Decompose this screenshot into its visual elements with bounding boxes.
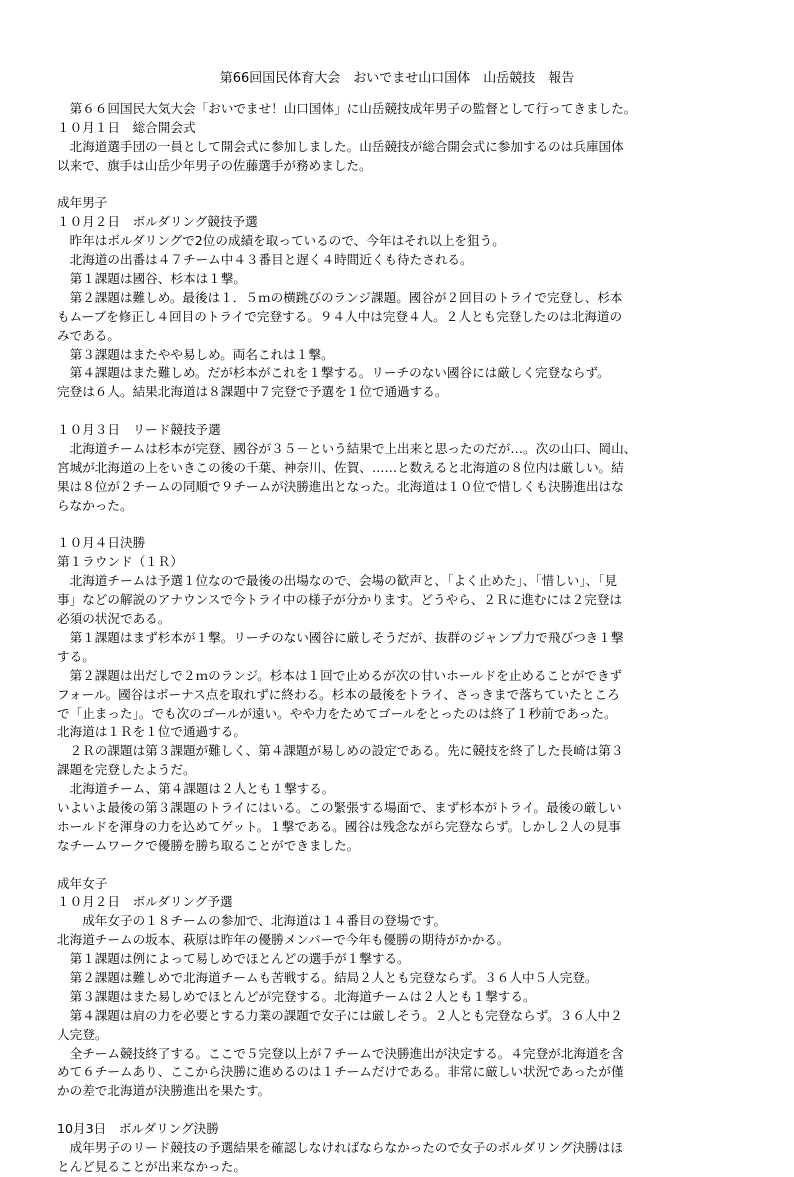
text-line: １０月４日決勝: [57, 535, 146, 551]
text-line: とんど見ることが出来なかった。: [57, 1158, 246, 1174]
text-line: １０月２日 ボルダリング競技予選: [57, 214, 258, 230]
text-line: なチームワークで優勝を勝ち取ることができました。: [57, 837, 360, 853]
blank-line: [57, 856, 739, 875]
text-line: 宮城が北海道の上をいきこの後の千葉、神奈川、佐賀、……と数えると北海道の８位内は厳しい。結: [57, 459, 624, 475]
text-line: する。: [57, 648, 95, 664]
text-line: 第１課題は例によって易しめでほとんどの選手が１撃する。: [57, 951, 410, 967]
text-line: 成年女子の１８チームの参加で、北海道は１４番目の登場です。: [57, 913, 447, 929]
text-line: 完登は６人。結果北海道は８課題中７完登で予選を１位で通過する。: [57, 384, 448, 400]
text-line: 成年男子: [57, 195, 108, 211]
text-line: フォール。國谷はボーナス点を取れずに終わる。杉本の最後をトライ、さっきまで落ちていたところ: [57, 686, 620, 702]
text-line: 第６６回国民大気大会「おいでませ！山口国体」に山岳競技成年男子の監督として行ってきました。: [57, 101, 637, 116]
text-line: 第１課題は國谷、杉本は１撃。: [57, 271, 246, 287]
report-title: 第66回国民体育大会 おいでませ山口国体 山岳競技 報告: [219, 71, 575, 86]
text-line: みである。: [57, 327, 120, 343]
text-line: 北海道チーム、第４課題は２人とも１撃する。: [57, 781, 335, 797]
text-line: 第２課題は難しめで北海道チームも苦戦する。結局２人とも完登ならず。３６人中５人完登。: [57, 969, 598, 985]
text-line: 北海道チームは杉本が完登、國谷が３５－という結果で上出来と思ったのだが…。次の山口、岡山、: [57, 441, 637, 457]
blank-line: [57, 516, 739, 535]
text-line: 第１ラウンド（１Ｒ）: [57, 554, 183, 570]
text-line: １０月３日 リード競技予選: [57, 422, 221, 438]
text-line: 第２課題は難しめ。最後は１．５ｍの横跳びのランジ課題。國谷が２回目のトライで完登し、杉本: [57, 289, 623, 305]
blank-line: [57, 402, 739, 421]
text-line: らなかった。: [57, 497, 133, 513]
text-line: 成年女子: [57, 875, 108, 891]
text-line: １０月１日 総合開会式: [57, 119, 196, 135]
text-line: 事」などの解説のアナウンスで今トライ中の様子が分かります。どうやら、２Ｒに進むには２完登は: [57, 592, 622, 608]
text-line: めて６チームあり、ここから決勝に進めるのは１チームだけである。非常に厳しい状況であったが僅: [57, 1064, 624, 1080]
text-line: 第２課題は出だしで２ｍのランジ。杉本は１回で止めるが次の甘いホールドを止めることができず: [57, 667, 623, 683]
text-line: 第１課題はまず杉本が１撃。リーチのない國谷に厳しそうだが、抜群のジャンプ力で飛びつき１撃: [57, 629, 624, 645]
text-line: 全チーム競技終了する。ここで５完登以上が７チームで決勝進出が決定する。４完登が北海道を含: [57, 1045, 624, 1061]
text-line: 果は８位が２チームの同順で９チームが決勝進出となった。北海道は１０位で惜しくも決勝進出はな: [57, 478, 624, 494]
text-line: もムーブを修正し４回目のトライで完登する。９４人中は完登４人。２人とも完登したのは北海道の: [57, 308, 623, 324]
text-line: 人完登。: [57, 1026, 108, 1042]
text-line: で「止まった」。でも次のゴールが遠い。やや力をためてゴールをとったのは終了１秒前であった。: [57, 705, 617, 721]
text-line: ２Ｒの課題は第３課題が難しく、第４課題が易しめの設定である。先に競技を終了した長崎は第３: [57, 743, 624, 759]
text-line: 第３課題はまた易しめでほとんどが完登する。北海道チームは２人とも１撃する。: [57, 988, 536, 1004]
text-line: 北海道は１Ｒを１位で通過する。: [57, 724, 246, 740]
text-line: 成年男子のリード競技の予選結果を確認しなければならなかったので女子のボルダリング決勝はほ: [57, 1139, 623, 1155]
text-line: かの差で北海道が決勝進出を果たす。: [57, 1083, 271, 1099]
text-line: 以来で、旗手は山岳少年男子の佐藤選手が務めました。: [57, 157, 372, 173]
text-line: 昨年はボルダリングで2位の成績を取っているので、今年はそれ以上を狙う。: [57, 233, 505, 249]
text-line: 課題を完登したようだ。: [57, 762, 196, 778]
blank-line: [57, 1101, 739, 1120]
text-line: 北海道チームの坂本、萩原は昨年の優勝メンバーで今年も優勝の期待がかかる。: [57, 932, 510, 948]
text-line: 第３課題はまたやや易しめ。両名これは１撃。: [57, 346, 334, 362]
text-line: 第４課題は肩の力を必要とする力業の課題で女子には厳しそう。２人とも完登ならず。３６人中２: [57, 1007, 623, 1023]
text-line: 10月3日 ボルダリング決勝: [57, 1121, 219, 1137]
text-line: いよいよ最後の第３課題のトライにはいる。この緊張する場面で、まず杉本がトライ。最後の厳しい: [57, 799, 622, 815]
text-line: 北海道チームは予選１位なので最後の出場なので、会場の歓声と、「よく止めた」、「惜しい」、「見: [57, 573, 618, 589]
blank-line: [57, 176, 739, 195]
report-body: [57, 100, 739, 1177]
text-line: 必須の状況である。: [57, 611, 171, 627]
text-line: 第４課題はまた難しめ。だが杉本がこれを１撃する。リーチのない國谷には厳しく完登ならず。: [57, 365, 610, 381]
text-line: １０月２日 ボルダリング予選: [57, 894, 233, 910]
text-line: ホールドを渾身の力を込めてゲット。１撃である。國谷は残念ながら完登ならず。しかし２人の見事: [57, 818, 621, 834]
text-line: 北海道選手団の一員として開会式に参加しました。山岳競技が総合開会式に参加するのは兵庫国体: [57, 138, 624, 154]
text-line: 北海道の出番は４７チーム中４３番目と遅く４時間近くも待たされる。: [57, 252, 473, 268]
